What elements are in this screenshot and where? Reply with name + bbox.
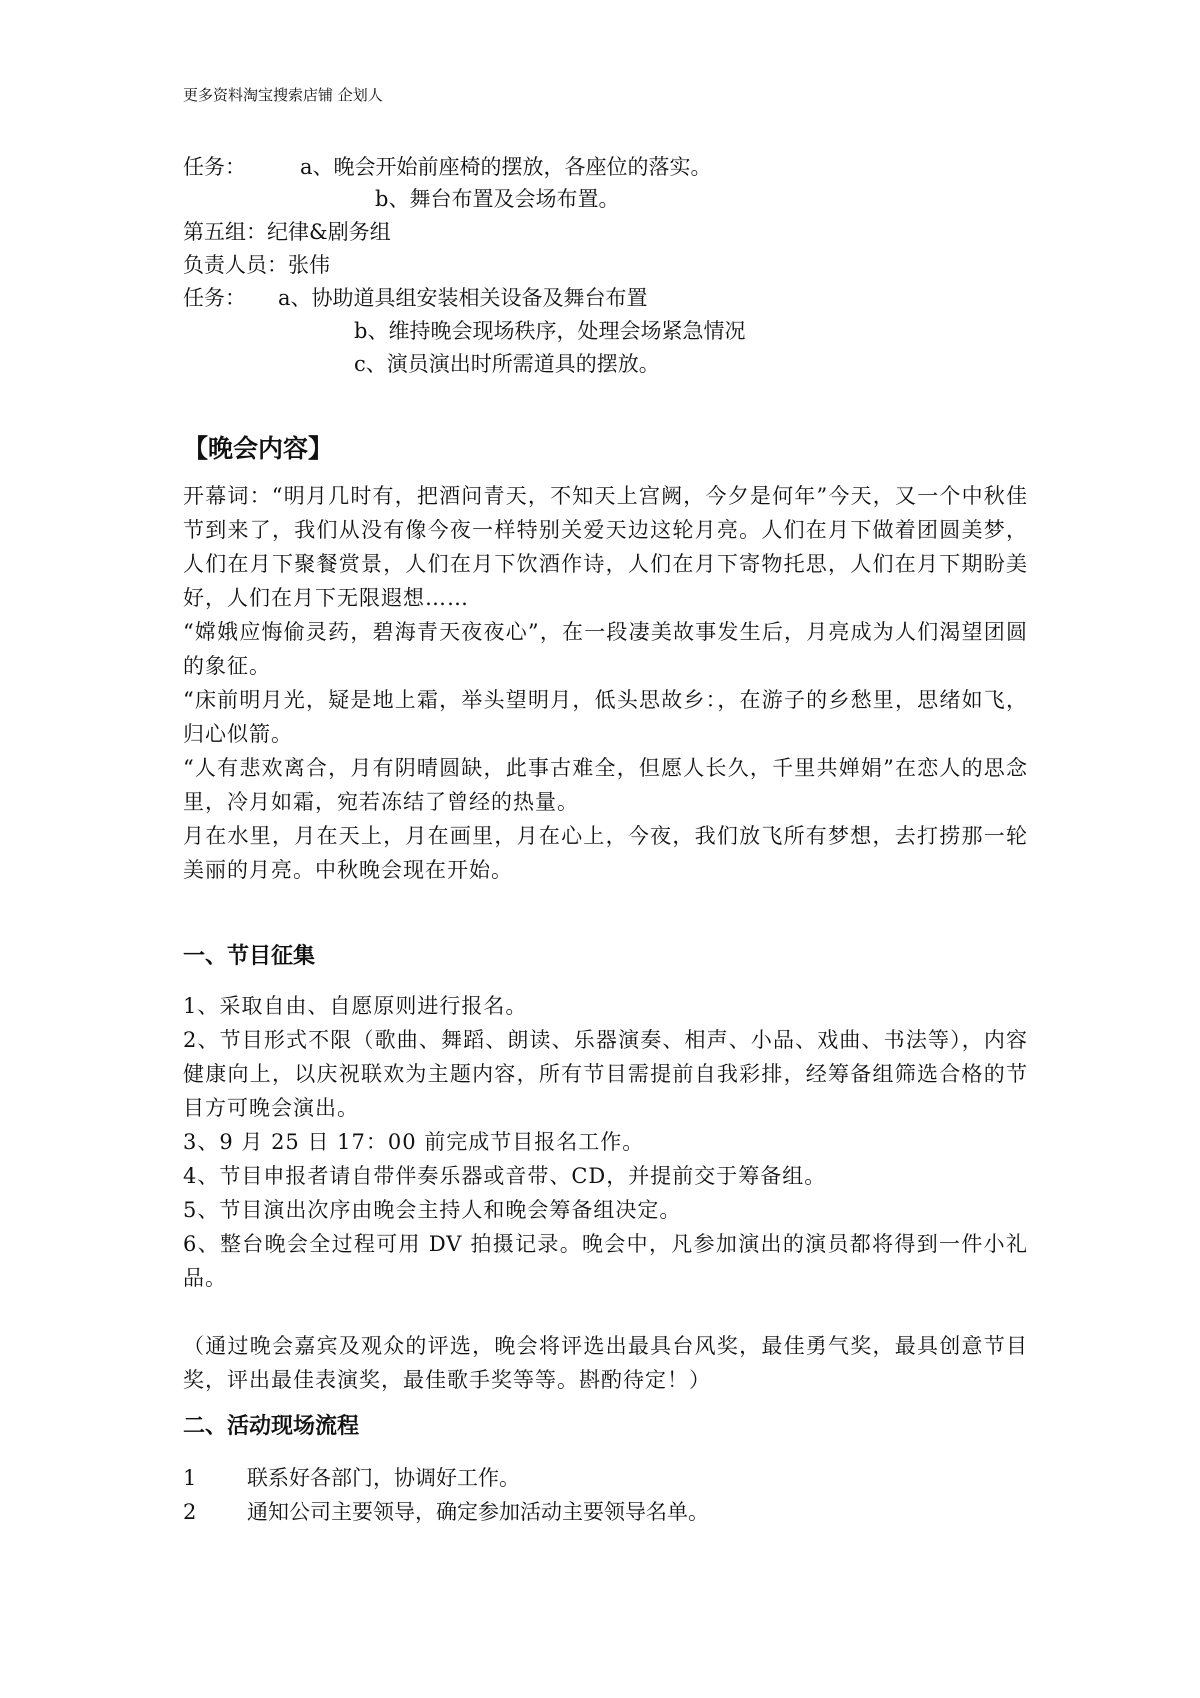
section1-item-4: 4、节目申报者请自带伴奏乐器或音带、CD，并提前交于筹备组。	[183, 1164, 827, 1188]
group5-title: 第五组：纪律&剧务组	[183, 220, 391, 244]
section1-item-5: 5、节目演出次序由晚会主持人和晚会筹备组决定。	[183, 1198, 682, 1222]
header-note: 更多资料淘宝搜索店铺 企划人	[183, 86, 383, 104]
section1-heading: 一、节目征集	[183, 944, 316, 969]
content-heading: 【晚会内容】	[183, 434, 334, 463]
section1-note: （通过晚会嘉宾及观众的评选，晚会将评选出最具台风奖，最佳勇气奖，最具创意节目奖，评出最佳表演奖，最佳歌手奖等等。斟酌待定！）	[183, 1334, 1028, 1392]
group5-item-b: b、维持晚会现场秩序，处理会场紧急情况	[354, 319, 746, 343]
flow-item-text: 联系好各部门，协调好工作。	[247, 1466, 520, 1490]
paragraph-sushi: “人有悲欢离合，月有阴晴圆缺，此事古难全，但愿人长久，千里共婵娟”在恋人的思念里，冷月如霜，宛若冻结了曾经的热量。	[183, 756, 1028, 814]
opening-paragraph: 开幕词：“明月几时有，把酒问青天，不知天上宫阙，今夕是何年”今天，又一个中秋佳节到来了，我们从没有像今夜一样特别关爱天边这轮月亮。人们在月下做着团圆美梦，人们在月下聚餐赏景，人们在月下饮酒作诗，人们在月下寄物托思，人们在月下期盼美好，人们在月下无限遐想……	[183, 484, 1028, 610]
group5-tasks-label: 任务：	[183, 286, 246, 310]
flow-item-text: 通知公司主要领导，确定参加活动主要领导名单。	[247, 1500, 709, 1524]
group5-leader: 负责人员：张伟	[183, 253, 330, 277]
paragraph-libai: “床前明月光，疑是地上霜，举头望明月，低头思故乡：，在游子的乡愁里，思绪如飞，归心似箭。	[183, 688, 1028, 746]
tasks-label: 任务：	[183, 155, 246, 179]
flow-item-1	[183, 1463, 520, 1493]
section2-heading: 二、活动现场流程	[183, 1414, 360, 1439]
flow-item-number: 1	[183, 1466, 197, 1490]
flow-item-number: 2	[183, 1500, 197, 1524]
section1-item-2: 2、节目形式不限（歌曲、舞蹈、朗读、乐器演奏、相声、小品、戏曲、书法等），内容健康向上，以庆祝联欢为主题内容，所有节目需提前自我彩排，经筹备组筛选合格的节目方可晚会演出。	[183, 1028, 1028, 1120]
section1-item-3: 3、9 月 25 日 17：00 前完成节目报名工作。	[183, 1130, 645, 1154]
group5-item-a: a、协助道具组安装相关设备及舞台布置	[278, 286, 648, 310]
section1-item-6: 6、整台晚会全过程可用 DV 拍摄记录。晚会中，凡参加演出的演员都将得到一件小礼品。	[183, 1232, 1028, 1290]
task-item-b: b、舞台布置及会场布置。	[375, 187, 620, 211]
task-item-a: a、晚会开始前座椅的摆放，各座位的落实。	[300, 155, 712, 179]
paragraph-change: “嫦娥应悔偷灵药，碧海青天夜夜心”，在一段凄美故事发生后，月亮成为人们渴望团圆的象征。	[183, 620, 1028, 678]
paragraph-closing: 月在水里，月在天上，月在画里，月在心上，今夜，我们放飞所有梦想，去打捞那一轮美丽的月亮。中秋晚会现在开始。	[183, 824, 1028, 882]
group5-item-c: c、演员演出时所需道具的摆放。	[354, 352, 660, 376]
section1-item-1: 1、采取自由、自愿原则进行报名。	[183, 994, 528, 1018]
flow-item-2	[183, 1497, 709, 1527]
